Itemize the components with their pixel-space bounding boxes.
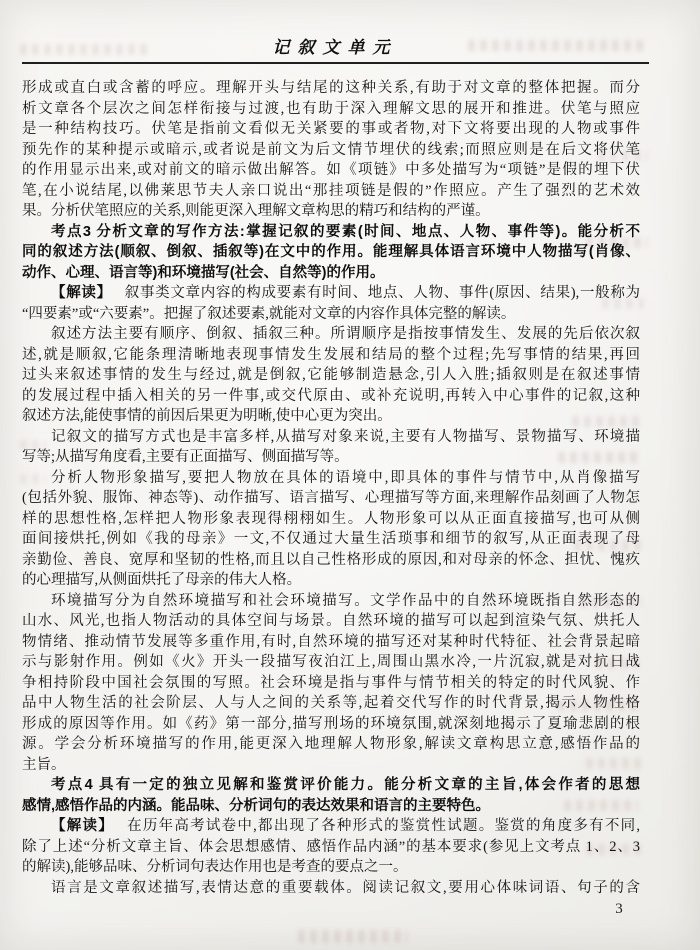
text-line: 环境描写分为自然环境描写和社会环境描写。文学作品中的自然环境既指自然形态的 (51, 592, 640, 609)
text-line: 预先作的某种提示或暗示,或者说是前文为后文情节埋伏的线索;而照应则是在后文将伏笔 (22, 141, 640, 158)
text-line: 样的思想性格,怎样把人物形象表现得栩栩如生。人物形象可以从正面直接描写,也可从侧 (22, 510, 640, 527)
page-number: 3 (615, 901, 623, 917)
text-line: 除了上述“分析文章主旨、体会思想感情、感悟作品内涵”的基本要求(参见上文考点 1、2、3 (22, 838, 640, 855)
text-line: 考点4 具有一定的独立见解和鉴赏评价能力。能分析文章的主旨,体会作者的思想 (51, 777, 640, 793)
text-line: 争相持阶段中国社会氛围的写照。社会环境是指与事件与情节相关的特定的时代风貌、作 (22, 674, 640, 691)
text-line: 物情绪、推动情节发展等多重作用,有时,自然环境的描写还对某种时代特征、社会背景起暗 (22, 633, 640, 650)
text-line: 品中人物生活的社会阶层、人与人之间的关系等,起着交代写作的时代背景,揭示人物性格 (22, 695, 640, 711)
text-line: 语言是文章叙述描写,表情达意的重要载体。阅读记叙文,要用心体味词语、句子的含 (51, 879, 640, 896)
text-line: 源。学会分析环境描写的作用,能更深入地理解人物形象,解读文章构思立意,感悟作品的 (22, 736, 640, 752)
text-line: 写等;从描写角度看,主要有正面描写、侧面描写等。 (22, 449, 349, 465)
text-line: 的作用显示出来,或对前文的暗示做出解答。如《项链》中多处描写为“项链”是假的埋下伏 (22, 162, 640, 178)
text-line: 的发展过程中插入相关的另一件事,或交代原由、或补充说明,再转入中心事件的记叙,这种 (22, 387, 640, 404)
text-line: 分析人物形象描写,要把人物放在具体的语境中,即具体的事件与情节中,从肖像描写 (51, 469, 640, 486)
page-title: 记叙文单元 (272, 38, 398, 57)
text-line: 析文章各个层次之间怎样衔接与过渡,也有助于深入理解文思的展开和推进。伏笔与照应 (22, 100, 640, 117)
text-line: 示与影射作用。例如《火》开头一段描写夜泊江上,周围山黑水冷,一片沉寂,就是对抗日战 (22, 654, 640, 670)
jiedu-label: 【解读】 (51, 285, 112, 301)
text-block (22, 78, 640, 898)
text-line: 亲勤俭、善良、宽厚和坚韧的性格,而且以自己性格形成的原因,和对母亲的怀念、担忧、愧疚 (22, 551, 640, 568)
header-divider (22, 62, 649, 64)
bleed-through-mark (298, 930, 408, 943)
text-line: 山水、风光,也指人物活动的具体空间与场景。自然环境的描写可以起到渲染气氛、烘托人 (22, 613, 640, 629)
text-line: 同的叙述方法(顺叙、倒叙、插叙等)在文中的作用。能理解具体语言环境中人物描写(肖像、 (22, 244, 640, 260)
text-line: 形成的原因等作用。如《药》第一部分,描写刑场的环境氛围,就深刻地揭示了夏瑜悲剧的根 (22, 715, 640, 732)
text-line: 叙述方法,能使事情的前因后果更为明晰,使中心更为突出。 (22, 408, 392, 424)
text-line: 是一种结构技巧。伏笔是指前文看似无关紧要的事或者物,对下文将要出现的人物或事件 (22, 121, 640, 137)
jiedu-label: 【解读】 (51, 818, 115, 834)
text-line: 形成或直白或含蓄的呼应。理解开头与结尾的这种关系,有助于对文章的整体把握。而分 (22, 80, 640, 96)
text-line: 的解读),能够品味、分析词句表达作用也是考查的要点之一。 (22, 859, 408, 875)
text-line: 主旨。 (22, 756, 66, 773)
text-line: 笔,在小说结尾,以佛莱思节夫人亲口说出“那挂项链是假的”作照应。产生了强烈的艺术效 (22, 182, 640, 199)
text-line: 面间接烘托,例如《我的母亲》一文,不仅通过大量生活琐事和细节的叙写,从正面表现了母 (22, 531, 640, 547)
text-line: 感情,感悟作品的内涵。能品味、分析词句的表达效果和语言的主要特色。 (22, 797, 491, 814)
text-line: 果。分析伏笔照应的关系,则能更深入理解文章构思的精巧和结构的严谨。 (22, 203, 490, 219)
text-line: 述,就是顺叙,它能条理清晰地表现事情发生发展和结局的整个过程;先写事情的结果,再回 (22, 346, 640, 363)
text-line: 考点3 分析文章的写作方法:掌握记叙的要素(时间、地点、人物、事件等)。能分析不 (51, 223, 640, 240)
text-line: “四要素”或“六要素”。把握了叙述要素,就能对文章的内容作具体完整的解读。 (22, 305, 516, 322)
text-line: 动作、心理、语言等)和环境描写(社会、自然等)的作用。 (22, 264, 385, 281)
text-line: (包括外貌、服饰、神态等)、动作描写、语言描写、心理描写等方面,来理解作品刻画了人物怎 (22, 490, 640, 506)
text-line: 叙述方法主要有顺序、倒叙、插叙三种。所谓顺序是指按事情发生、发展的先后依次叙 (51, 326, 640, 342)
text-line: 的心理描写,从侧面烘托了母亲的伟大人格。 (22, 572, 302, 588)
text-line: 过头来叙述事情的发生与经过,就是倒叙,它能够制造悬念,引人入胜;插叙则是在叙述事情 (22, 367, 640, 383)
text-line: 【解读】 在历年高考试卷中,都出现了各种形式的鉴赏性试题。鉴赏的角度多有不同, (51, 818, 640, 834)
text-line: 【解读】 叙事类文章内容的构成要素有时间、地点、人物、事件(原因、结果),一般称为 (51, 285, 640, 301)
text-line: 记叙文的描写方式也是丰富多样,从描写对象来说,主要有人物描写、景物描写、环境描 (51, 428, 640, 445)
